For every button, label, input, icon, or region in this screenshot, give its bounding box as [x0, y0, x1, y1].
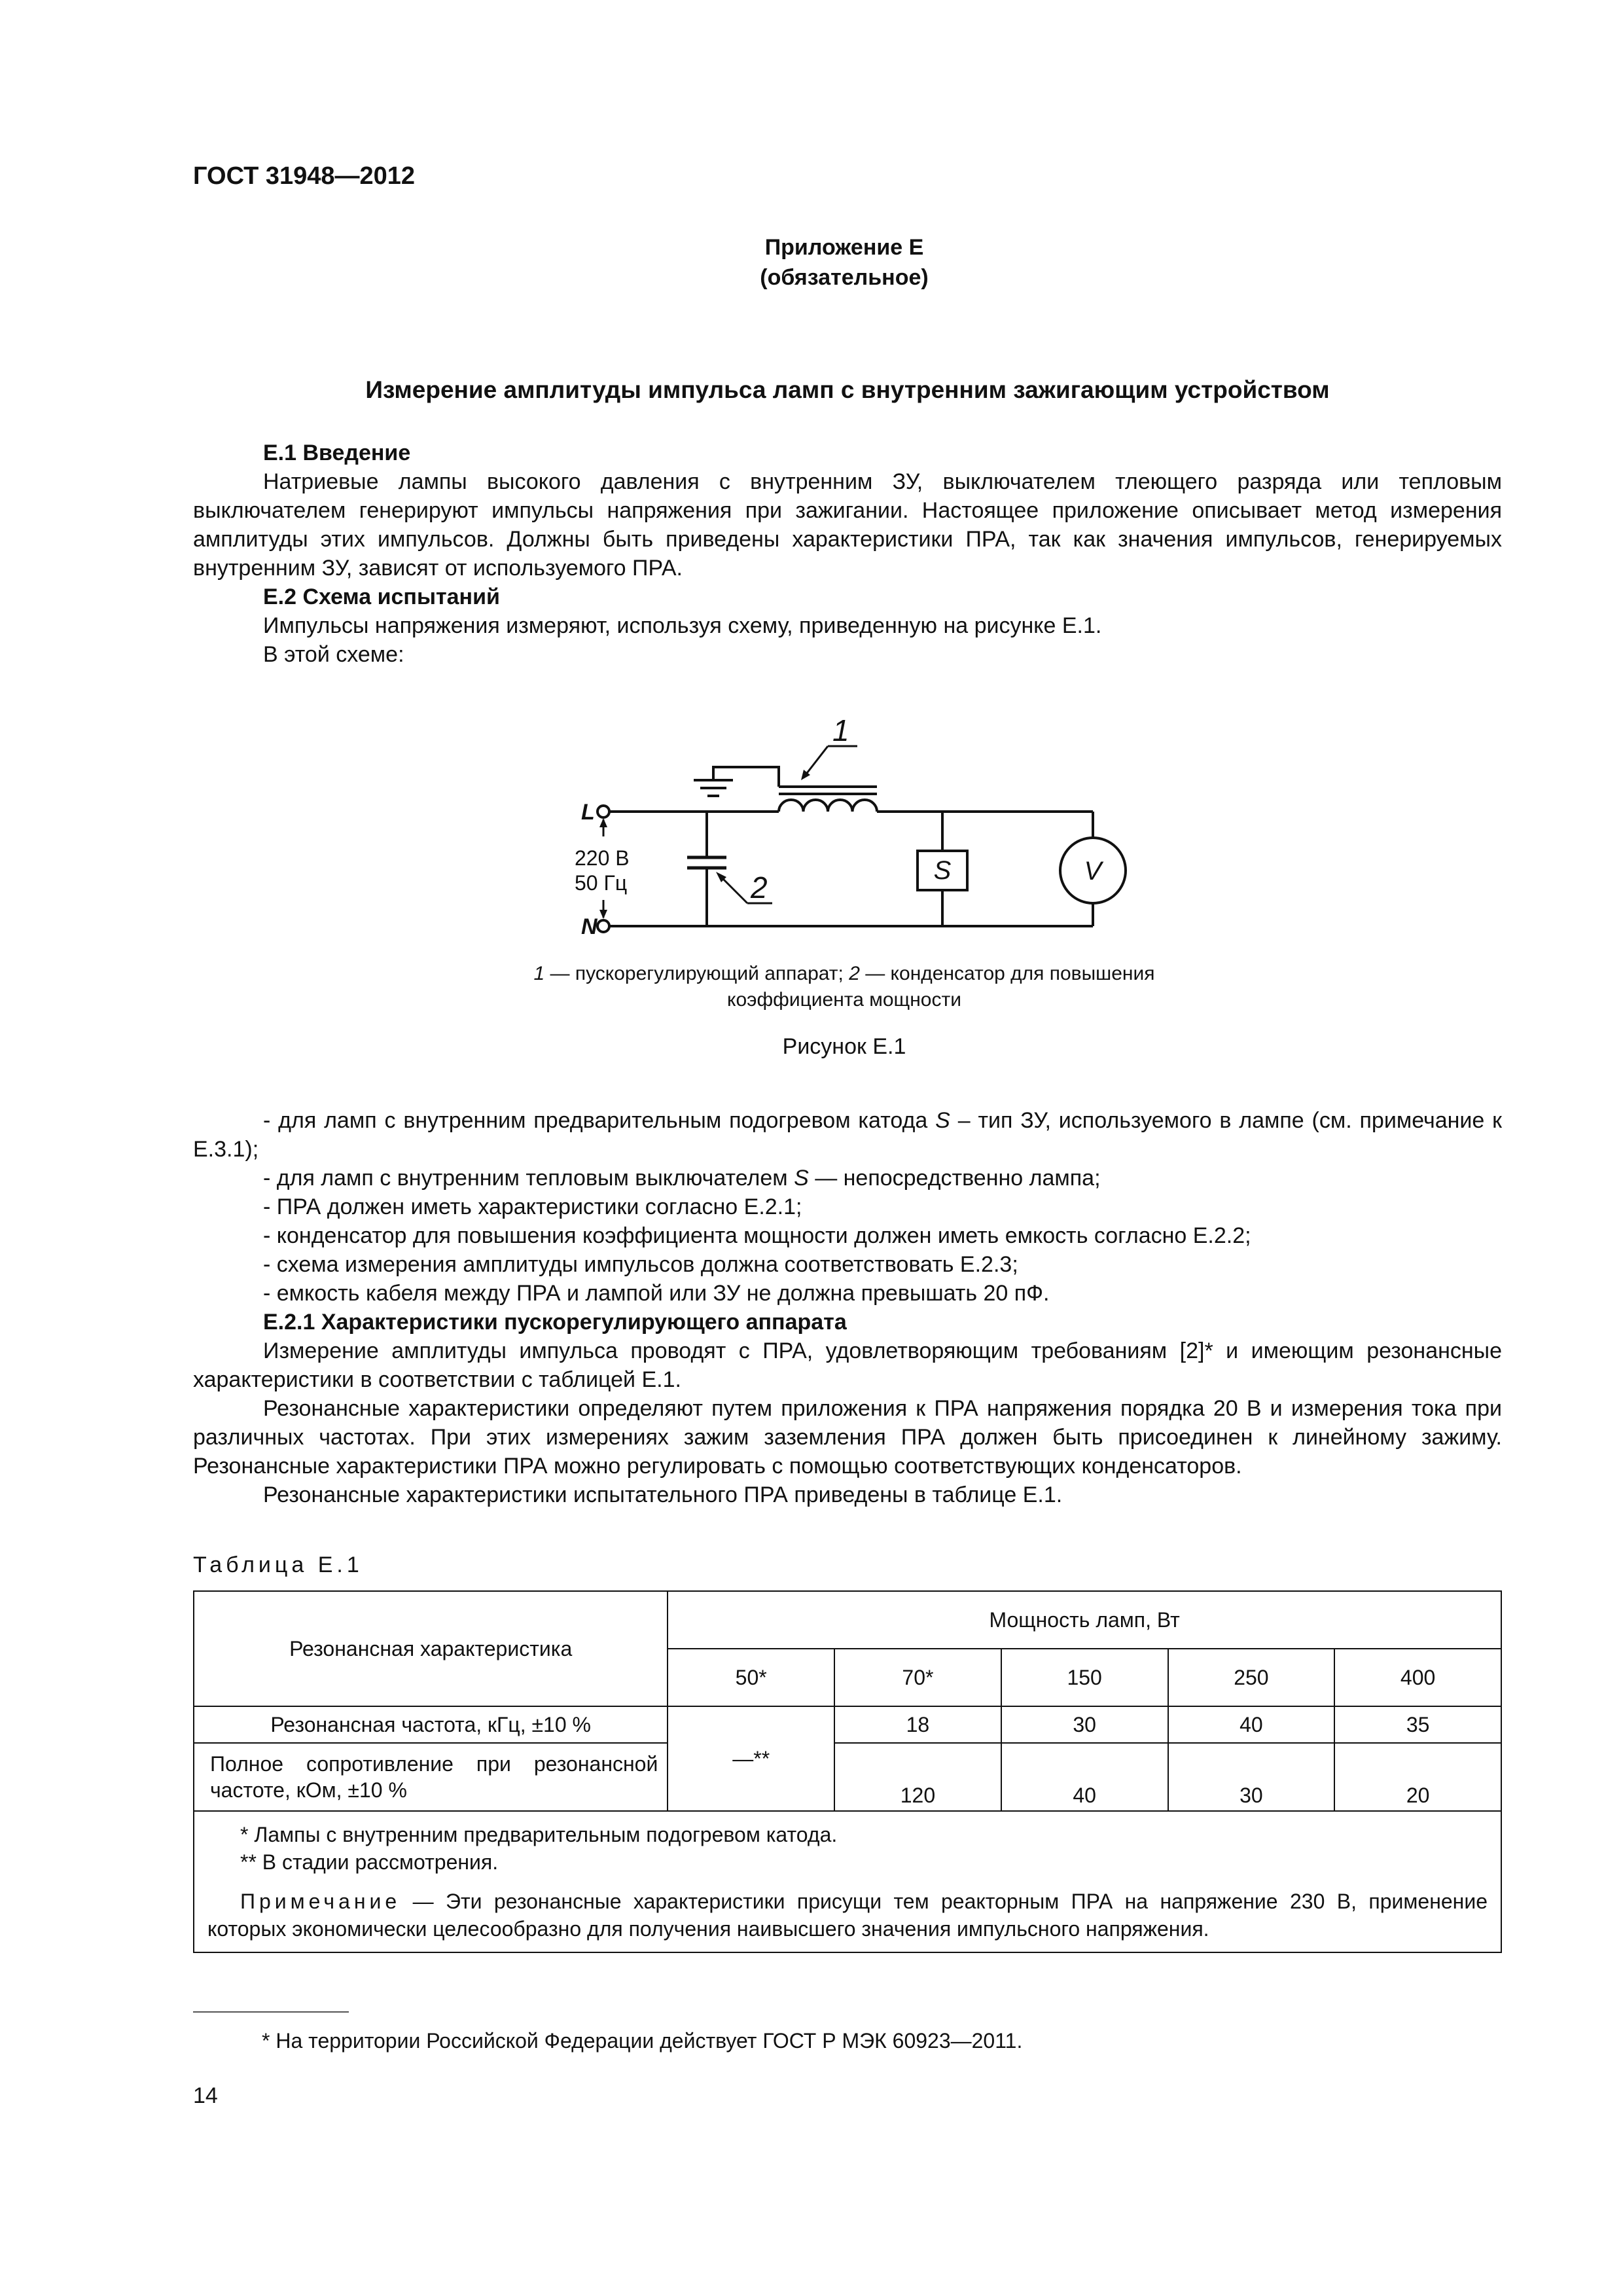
document-header: ГОСТ 31948—2012 [193, 162, 416, 190]
figure-name: Рисунок Е.1 [782, 1034, 906, 1059]
label-v: V [1084, 857, 1102, 886]
label-frequency: 50 Гц [575, 871, 628, 895]
label-l: L [581, 800, 595, 825]
appendix-heading [0, 232, 1623, 293]
footnote: * На территории Российской Федерации действует ГОСТ Р МЭК 60923—2011. [262, 2029, 1023, 2053]
caption-text1: — пускорегулирующий аппарат; [544, 963, 849, 984]
ballast-coil [779, 800, 877, 812]
table-cell: 18 [834, 1706, 1001, 1743]
caption-num2: 2 [849, 963, 860, 984]
list-item: - ПРА должен иметь характеристики согласно Е.2.1; [263, 1194, 802, 1219]
section-e1-heading: Е.1 Введение [263, 440, 411, 465]
table-note-2: ** В стадии рассмотрения. [240, 1850, 499, 1874]
section-e21-p2: Резонансные характеристики определяют путем приложения к ПРА напряжения порядка 20 В и измерения тока при различных частотах. При этих измерениях зажим заземления ПРА должен быть присоединен к линейному зажиму. Резонансные характеристики ПРА можно регулировать с помощью соответствующих конденсаторов. [193, 1396, 1502, 1479]
label-marker2: 2 [751, 870, 768, 905]
appendix-main-title: Измерение амплитуды импульса ламп с внутренним зажигающим устройством [365, 376, 1330, 403]
section-e1-text: Натриевые лампы высокого давления с внутренним ЗУ, выключателем тлеющего разряда или тепловым выключателем генерируют импульсы напряжения при зажигании. Настоящее приложение описывает метод измерения амплитуды этих импульсов. Должны быть приведены характеристики ПРА, так как значения импульсов, генерируемых внутренним ЗУ, зависят от используемого ПРА. [193, 469, 1502, 581]
terminal-n [597, 920, 609, 932]
conditions-section [193, 1106, 1502, 1509]
header-power: 50* [668, 1649, 834, 1706]
section-e2-text2: В этой схеме: [263, 642, 404, 667]
cell-50w-merged: —** [668, 1706, 834, 1811]
table-note-remark [207, 1888, 1488, 1943]
caption-num1: 1 [533, 963, 545, 984]
list-item: - конденсатор для повышения коэффициента мощности должен иметь емкость согласно Е.2.2; [263, 1223, 1251, 1248]
label-s: S [933, 856, 952, 885]
table-cell: 30 [1168, 1743, 1335, 1811]
header-lamp-power: Мощность ламп, Вт [668, 1591, 1501, 1649]
list-item: - для ламп с внутренним тепловым выключателем S — непосредственно лампа; [263, 1166, 1101, 1191]
list-item: - емкость кабеля между ПРА и лампой или ЗУ не должна превышать 20 пФ. [263, 1281, 1050, 1306]
section-e2-text1: Импульсы напряжения измеряют, используя схему, приведенную на рисунке Е.1. [263, 613, 1102, 638]
intro-section [193, 439, 1502, 669]
ground-wire [713, 767, 779, 787]
resonance-table [193, 1590, 1502, 1953]
label-n: N [581, 914, 597, 939]
table-cell: 35 [1334, 1706, 1501, 1743]
marker2-leader [720, 876, 747, 903]
section-e21-p1: Измерение амплитуды импульса проводят с ПРА, удовлетворяющим требованиям [2]* и имеющим резонансные характеристики в соответствии с таблицей Е.1. [193, 1338, 1502, 1392]
label-marker1: 1 [832, 713, 849, 747]
table-cell: 40 [1001, 1743, 1168, 1811]
row-label-impedance: Полное сопротивление при резонансной частоте, кОм, ±10 % [194, 1743, 668, 1811]
list-item: - для ламп с внутренним предварительным подогревом катода S – тип ЗУ, используемого в лампе (см. примечание к Е.3.1); [193, 1108, 1503, 1162]
header-power: 150 [1001, 1649, 1168, 1706]
table-label: Таблица Е.1 [193, 1552, 363, 1577]
table-note-1: * Лампы с внутренним предварительным подогревом катода. [240, 1823, 838, 1846]
table-cell: 40 [1168, 1706, 1335, 1743]
caption-text2: — конденсатор для повышения коэффициента мощности [727, 963, 1155, 1011]
footnote-separator [193, 2011, 349, 2013]
header-power: 70* [834, 1649, 1001, 1706]
list-item: - схема измерения амплитуды импульсов должна соответствовать Е.2.3; [263, 1252, 1018, 1277]
note-text: — Эти резонансные характеристики присущи тем реакторным ПРА на напряжение 230 В, применение которых экономически целесообразно для получения наивысшего значения импульсного напряжения. [207, 1890, 1488, 1941]
figure-caption [484, 961, 1204, 1013]
section-e21-p3: Резонансные характеристики испытательного ПРА приведены в таблице Е.1. [263, 1482, 1063, 1507]
marker1-leader [805, 746, 828, 776]
circuit-diagram [563, 713, 1139, 956]
voltage-arrowhead-down [599, 910, 607, 919]
appendix-status: (обязательное) [760, 265, 929, 290]
header-characteristic: Резонансная характеристика [194, 1591, 668, 1706]
table-cell: 30 [1001, 1706, 1168, 1743]
header-power: 400 [1334, 1649, 1501, 1706]
terminal-l [597, 806, 609, 817]
page-number: 14 [193, 2083, 218, 2108]
label-voltage: 220 В [575, 846, 630, 870]
appendix-title: Приложение Е [764, 235, 924, 260]
header-power: 250 [1168, 1649, 1335, 1706]
section-e2-heading: Е.2 Схема испытаний [263, 584, 500, 609]
note-label: Примечание [240, 1890, 401, 1913]
table-cell: 20 [1334, 1743, 1501, 1811]
row-label-frequency: Резонансная частота, кГц, ±10 % [194, 1706, 668, 1743]
table-cell: 120 [834, 1743, 1001, 1811]
voltage-arrowhead-up [599, 818, 607, 827]
section-e21-heading: Е.2.1 Характеристики пускорегулирующего аппарата [263, 1310, 847, 1335]
table-notes [194, 1811, 1501, 1952]
